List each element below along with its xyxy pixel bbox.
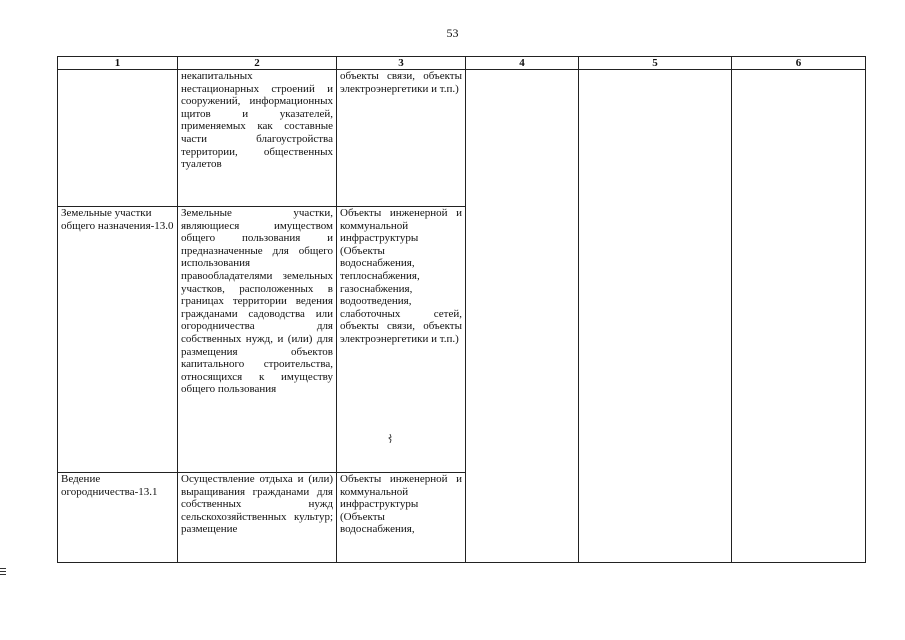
land-use-type-cell: Ведение огородничества-13.1 [58, 473, 178, 563]
column-header-6: 6 [732, 57, 866, 70]
land-use-description-cell: Земельные участки, являющиеся имуществом общего пользования и предназначенные для общего использования правообладателями земельных участков, расположенных в границах территории ведения гражданами садоводства или огородничества для собственных нужд, и (или) для размещения объектов капитального строительства, относящихся к имуществу общего пользования [178, 207, 337, 473]
column-header-4: 4 [466, 57, 579, 70]
scan-edge-mark [0, 568, 6, 577]
table-header-row [58, 57, 866, 70]
permitted-objects-cell: Объекты инженерной и коммунальной инфраструктуры (Объекты водоснабжения, [337, 473, 466, 563]
permitted-objects-cell: Объекты инженерной и коммунальной инфраструктуры (Объекты водоснабжения, теплоснабжения, газоснабжения, водоотведения, слаботочных сетей, объекты связи, объекты электроэнергетики и т.п.) [337, 207, 466, 473]
column-header-5: 5 [579, 57, 732, 70]
column-header-1: 1 [58, 57, 178, 70]
land-use-type-cell [58, 70, 178, 207]
table-row [58, 70, 866, 207]
land-use-table [57, 56, 866, 563]
scan-speck-mark [388, 434, 393, 443]
column-header-3: 3 [337, 57, 466, 70]
land-use-description-cell: Осуществление отдыха и (или) выращивания гражданами для собственных нужд сельскохозяйственных культур; размещение [178, 473, 337, 563]
column-5-cell [579, 70, 732, 563]
column-4-cell [466, 70, 579, 563]
column-header-2: 2 [178, 57, 337, 70]
page-number: 53 [446, 26, 459, 40]
permitted-objects-cell: объекты связи, объекты электроэнергетики и т.п.) [337, 70, 466, 207]
column-6-cell [732, 70, 866, 563]
land-use-description-cell: некапитальных нестационарных строений и сооружений, информационных щитов и указателей, применяемых как составные части благоустройства территории, общественных туалетов [178, 70, 337, 207]
land-use-type-cell: Земельные участки общего назначения-13.0 [58, 207, 178, 473]
